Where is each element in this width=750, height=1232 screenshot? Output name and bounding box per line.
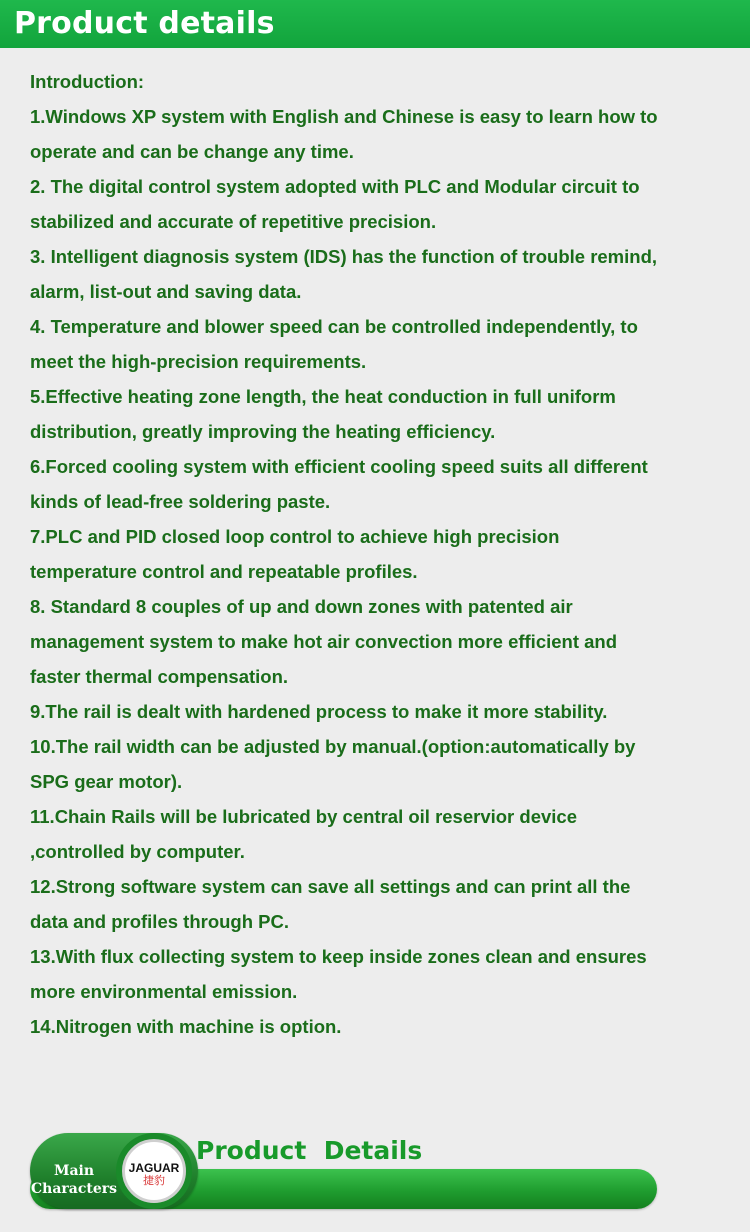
logo-text-en: JAGUAR (128, 1161, 180, 1175)
feature-line: ,controlled by computer. (30, 841, 245, 862)
intro-heading: Introduction: (30, 71, 145, 92)
feature-line: faster thermal compensation. (30, 666, 289, 687)
feature-line: 3. Intelligent diagnosis system (IDS) has the function of trouble remind, (30, 246, 658, 267)
feature-line: distribution, greatly improving the heating efficiency. (30, 421, 496, 442)
feature-line: 2. The digital control system adopted with PLC and Modular circuit to (30, 176, 640, 197)
pill-line-characters: Characters (31, 1181, 117, 1197)
feature-line: management system to make hot air convection more efficient and (30, 631, 618, 652)
feature-line: 12.Strong software system can save all settings and can print all the (30, 876, 631, 897)
feature-line: 8. Standard 8 couples of up and down zones with patented air (30, 596, 573, 617)
logo-text-cn: 捷豹 (143, 1174, 165, 1187)
main-characters-label (30, 1162, 118, 1198)
feature-line: 1.Windows XP system with English and Chinese is easy to learn how to (30, 106, 658, 127)
feature-line: 9.The rail is dealt with hardened process to make it more stability. (30, 701, 608, 722)
banner-title: Product Details (196, 1136, 423, 1165)
page-title: Product details (14, 6, 275, 41)
feature-line: 6.Forced cooling system with efficient cooling speed suits all different (30, 456, 648, 477)
feature-line: kinds of lead-free soldering paste. (30, 491, 331, 512)
section-banner (0, 1125, 750, 1225)
feature-line: more environmental emission. (30, 981, 298, 1002)
feature-line: meet the high-precision requirements. (30, 351, 367, 372)
feature-line: alarm, list-out and saving data. (30, 281, 302, 302)
feature-line: temperature control and repeatable profiles. (30, 561, 418, 582)
product-details-content (30, 64, 720, 1044)
feature-line: 10.The rail width can be adjusted by manual.(option:automatically by (30, 736, 636, 757)
logo-ring (122, 1139, 186, 1203)
pill-line-main: Main (53, 1163, 95, 1179)
feature-line: SPG gear motor). (30, 771, 183, 792)
feature-line: stabilized and accurate of repetitive precision. (30, 211, 437, 232)
feature-line: 5.Effective heating zone length, the heat conduction in full uniform (30, 386, 616, 407)
jaguar-logo (116, 1133, 192, 1209)
feature-line: 7.PLC and PID closed loop control to achieve high precision (30, 526, 560, 547)
feature-line: 4. Temperature and blower speed can be controlled independently, to (30, 316, 638, 337)
feature-line: data and profiles through PC. (30, 911, 290, 932)
feature-line: 13.With flux collecting system to keep inside zones clean and ensures (30, 946, 647, 967)
header-bar (0, 0, 750, 48)
feature-line: operate and can be change any time. (30, 141, 354, 162)
feature-line: 11.Chain Rails will be lubricated by central oil reservior device (30, 806, 577, 827)
feature-line: 14.Nitrogen with machine is option. (30, 1016, 342, 1037)
